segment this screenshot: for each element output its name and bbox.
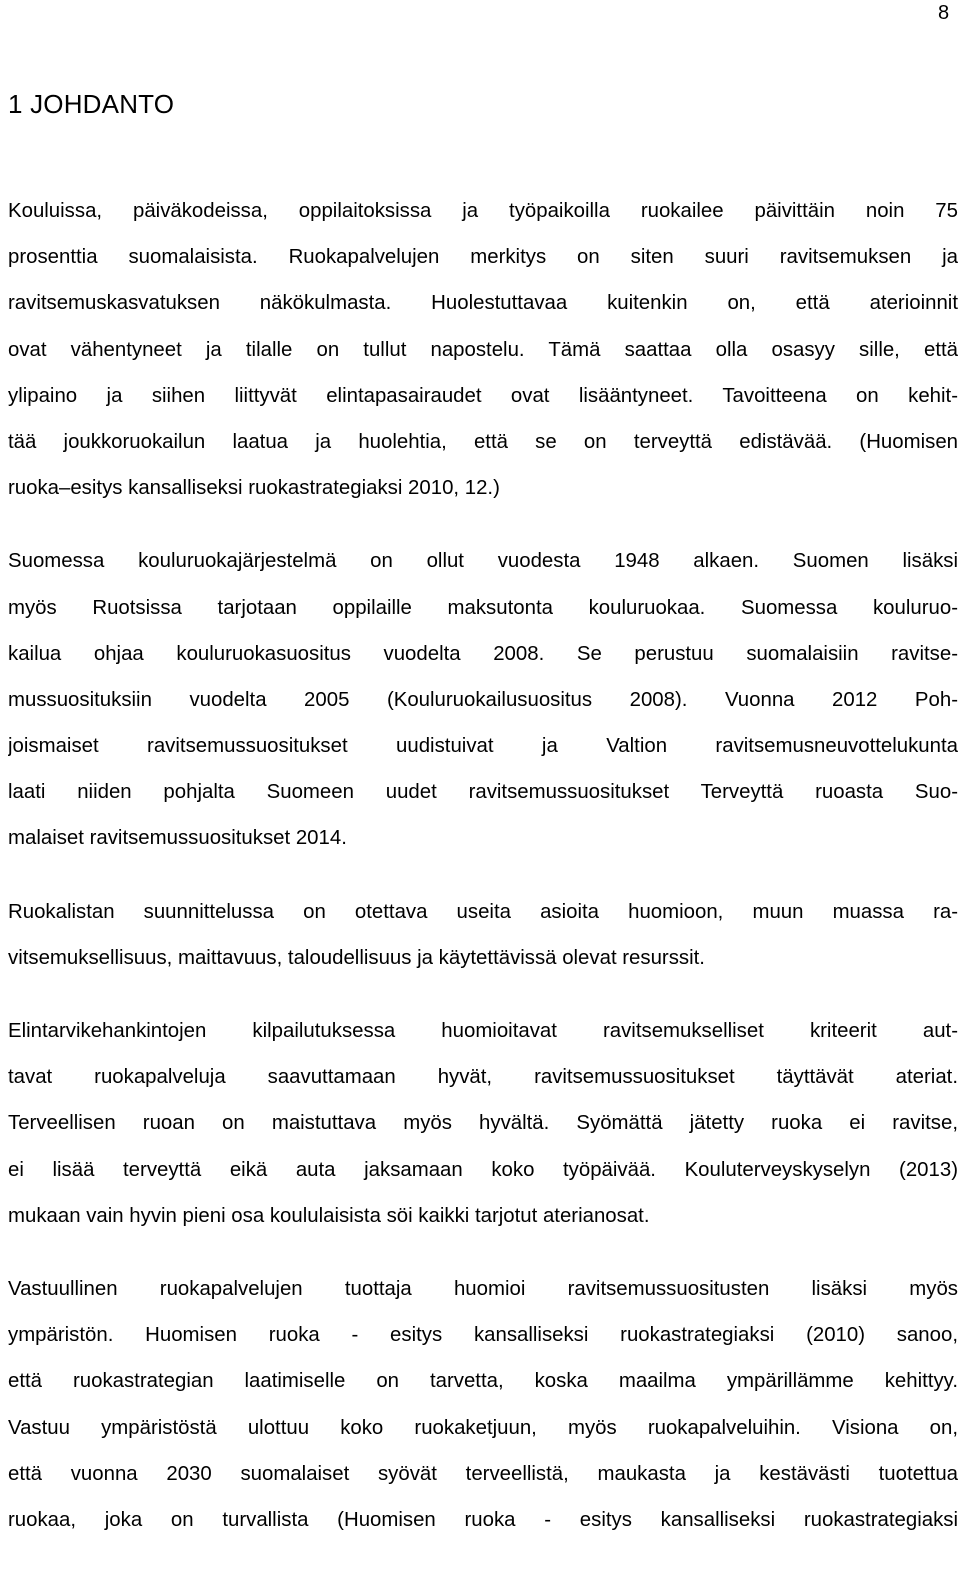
page-number: 8 [938, 2, 950, 24]
text-line: tavat ruokapalveluja saavuttamaan hyvät, ravitsemussuositukset täyttävät ateriat. [8, 1066, 958, 1089]
text-line: malaiset ravitsemussuositukset 2014. [8, 827, 347, 850]
text-line: Elintarvikehankintojen kilpailutuksessa huomioitavat ravitsemukselliset kriteerit aut- [8, 1020, 958, 1042]
text-line: kailua ohjaa kouluruokasuositus vuodelta 2008. Se perustuu suomalaisiin ravitse- [8, 642, 958, 665]
text-line: Vastuullinen ruokapalvelujen tuottaja huomioi ravitsemussuositusten lisäksi myös [8, 1277, 958, 1300]
text-line: myös Ruotsissa tarjotaan oppilaille maksutonta kouluruokaa. Suomessa kouluruo- [8, 596, 958, 619]
text-line: vitsemuksellisuus, maittavuus, taloudellisuus ja käytettävissä olevat resurssit. [8, 946, 705, 969]
text-line: Terveellisen ruoan on maistuttava myös hyvältä. Syömättä jätetty ruoka ei ravitse, [8, 1112, 958, 1135]
text-line: Ruokalistan suunnittelussa on otettava useita asioita huomioon, muun muassa ra- [8, 900, 958, 923]
text-line: Vastuu ympäristöstä ulottuu koko ruokaketjuun, myös ruokapalveluihin. Visiona on, [8, 1416, 958, 1439]
paragraph-3 [8, 889, 958, 981]
text-line: prosenttia suomalaisista. Ruokapalvelujen merkitys on siten suuri ravitsemuksen ja [8, 246, 958, 269]
text-line: tää joukkoruokailun laatua ja huolehtia, että se on terveyttä edistävää. (Huomisen [8, 430, 958, 453]
paragraph-4 [8, 1008, 958, 1239]
text-line: että ruokastrategian laatimiselle on tarvetta, koska maailma ympärillämme kehittyy. [8, 1370, 958, 1393]
text-line: ruoka–esitys kansalliseksi ruokastrategiaksi 2010, 12.) [8, 477, 500, 500]
chapter-heading: 1 JOHDANTO [8, 89, 175, 119]
paragraph-5 [8, 1266, 958, 1543]
text-line: ylipaino ja siihen liittyvät elintapasairaudet ovat lisääntyneet. Tavoitteena on kehit- [8, 384, 958, 407]
text-line: mussuosituksiin vuodelta 2005 (Kouluruokailusuositus 2008). Vuonna 2012 Poh- [8, 688, 958, 711]
text-line: Suomessa kouluruokajärjestelmä on ollut vuodesta 1948 alkaen. Suomen lisäksi [8, 550, 958, 573]
text-line: ravitsemuskasvatuksen näkökulmasta. Huolestuttavaa kuitenkin on, että aterioinnit [8, 292, 958, 315]
text-line: mukaan vain hyvin pieni osa koululaisista söi kaikki tarjotut aterianosat. [8, 1204, 650, 1227]
paragraph-1 [8, 188, 958, 511]
body-text [8, 188, 958, 1570]
text-line: laati niiden pohjalta Suomeen uudet ravitsemussuositukset Terveyttä ruoasta Suo- [8, 781, 958, 804]
paragraph-2 [8, 538, 958, 861]
text-line: että vuonna 2030 suomalaiset syövät terveellistä, maukasta ja kestävästi tuotettua [8, 1462, 958, 1485]
text-line: ympäristön. Huomisen ruoka - esitys kansalliseksi ruokastrategiaksi (2010) sanoo, [8, 1324, 958, 1347]
text-line: ei lisää terveyttä eikä auta jaksamaan koko työpäivää. Kouluterveyskyselyn (2013) [8, 1158, 958, 1181]
text-line: ovat vähentyneet ja tilalle on tullut napostelu. Tämä saattaa olla osasyy sille, että [8, 338, 958, 361]
text-line: Kouluissa, päiväkodeissa, oppilaitoksissa ja työpaikoilla ruokailee päivittäin noin 75 [8, 200, 958, 222]
text-line: ruokaa, joka on turvallista (Huomisen ruoka - esitys kansalliseksi ruokastrategiaksi [8, 1508, 958, 1531]
text-line: joismaiset ravitsemussuositukset uudistuivat ja Valtion ravitsemusneuvottelukunta [8, 735, 958, 758]
